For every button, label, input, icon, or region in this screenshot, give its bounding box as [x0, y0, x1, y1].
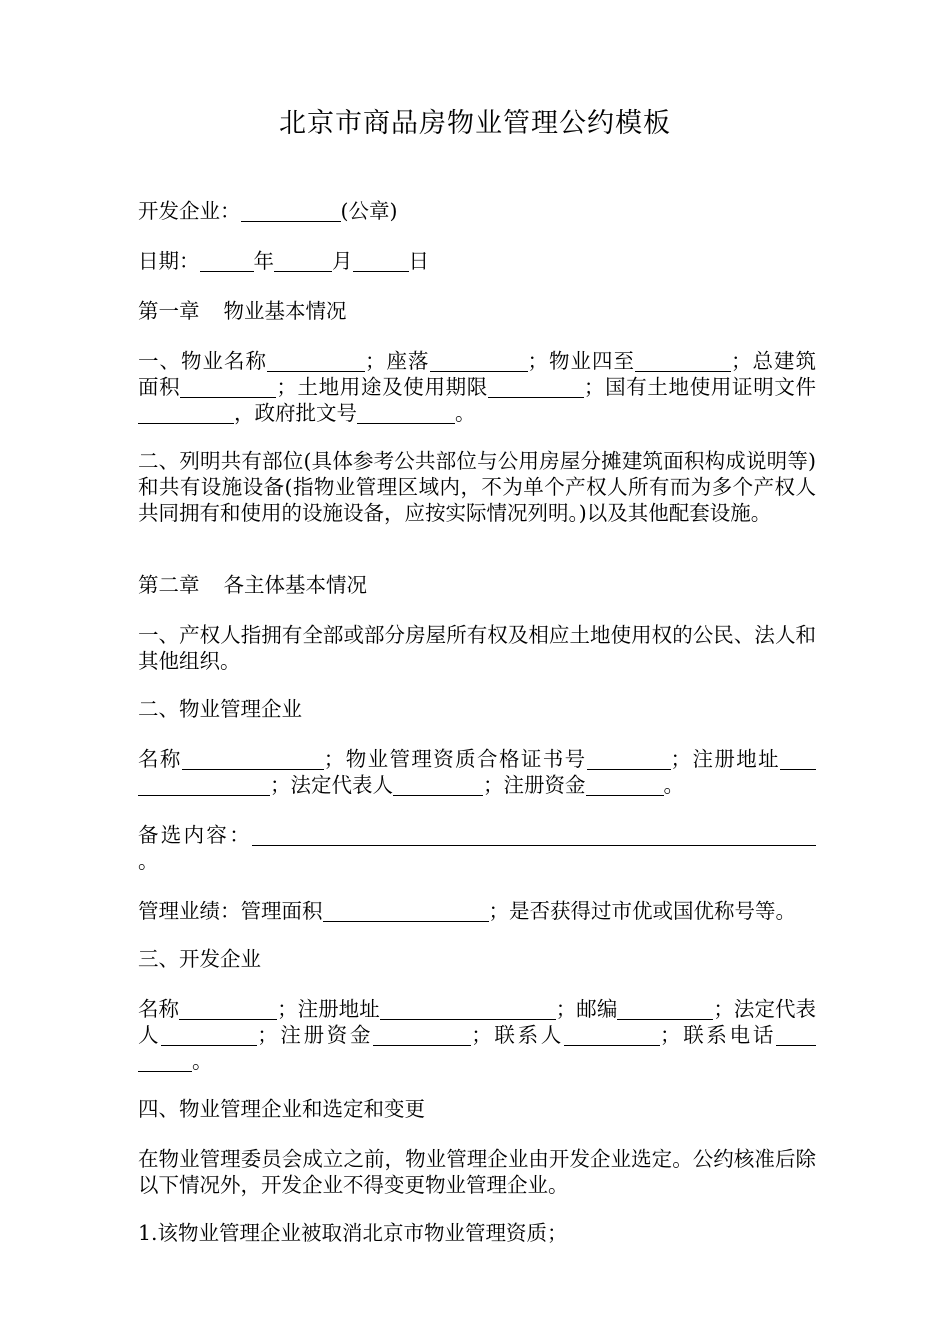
land-certificate-label: ；国有土地使用证明文件: [583, 375, 817, 399]
chapter-2-title: 各主体基本情况: [223, 573, 367, 597]
dev-phone-blank-2[interactable]: [138, 1051, 192, 1072]
dev-capital-blank[interactable]: [373, 1025, 471, 1046]
exception-point-1: 1.该物业管理企业被取消北京市物业管理资质；: [138, 1221, 568, 1245]
year-blank[interactable]: [200, 251, 254, 272]
land-use-label: ；土地用途及使用期限: [276, 375, 488, 399]
property-name-label: 一、物业名称: [138, 349, 267, 373]
optional-content-line: [138, 822, 816, 874]
optional-content-label: 备选内容：: [138, 823, 252, 847]
property-name-blank[interactable]: [267, 351, 365, 372]
dev-postcode-label: ；邮编: [555, 997, 618, 1021]
chapter-1-heading: [138, 298, 816, 324]
day-blank[interactable]: [353, 251, 409, 272]
date-label: 日期：: [138, 249, 200, 273]
location-blank[interactable]: [430, 351, 528, 372]
qualification-label: ；物业管理资质合格证书号: [323, 747, 587, 771]
dev-phone-label: ；联系电话: [660, 1023, 777, 1047]
registered-capital-blank[interactable]: [586, 775, 664, 796]
day-label: 日: [408, 249, 429, 273]
date-line: [138, 248, 816, 274]
dev-name-label: 名称: [138, 997, 180, 1021]
qualification-blank[interactable]: [587, 749, 671, 770]
management-company-fields: [138, 746, 816, 798]
land-certificate-blank[interactable]: [138, 403, 234, 424]
registered-address-blank-1[interactable]: [780, 749, 816, 770]
developer-heading: 三、开发企业: [138, 947, 261, 971]
selection-change-heading: 四、物业管理企业和选定和变更: [138, 1097, 425, 1121]
chapter-1-number: 第一章: [138, 299, 200, 323]
dev-postcode-blank[interactable]: [617, 999, 713, 1020]
period: 。: [138, 849, 159, 873]
document-title: 北京市商品房物业管理公约模板: [279, 108, 671, 139]
chapter-1-title: 物业基本情况: [223, 299, 347, 323]
optional-content-blank-1[interactable]: [252, 825, 808, 846]
legal-rep-label: ；法定代表人: [270, 773, 393, 797]
selection-change-paragraph: 在物业管理委员会成立之前，物业管理企业由开发企业选定。公约核准后除以下情况外，开发企业不得变更物业管理企业。: [138, 1147, 816, 1197]
property-info-paragraph: [138, 348, 816, 426]
dev-phone-blank-1[interactable]: [776, 1025, 816, 1046]
dev-name-blank[interactable]: [179, 999, 277, 1020]
chapter-2-heading: [138, 572, 816, 598]
land-use-blank[interactable]: [488, 377, 584, 398]
approval-number-blank[interactable]: [357, 403, 455, 424]
dev-contact-blank[interactable]: [564, 1025, 660, 1046]
period: 。: [663, 773, 684, 797]
month-label: 月: [332, 249, 353, 273]
company-name-blank[interactable]: [182, 749, 324, 770]
awards-label: ；是否获得过市优或国优称号等。: [488, 899, 796, 923]
optional-content-blank-2[interactable]: [808, 825, 816, 846]
location-label: ；座落: [365, 349, 430, 373]
approval-number-label: ，政府批文号: [234, 401, 357, 425]
legal-rep-blank[interactable]: [393, 775, 483, 796]
dev-address-label: ；注册地址: [277, 997, 380, 1021]
owners-paragraph: 一、产权人指拥有全部或部分房屋所有权及相应土地使用权的公民、法人和其他组织。: [138, 623, 816, 673]
boundaries-blank[interactable]: [635, 351, 731, 372]
year-label: 年: [253, 249, 274, 273]
total-area-label: ；总建筑面积: [138, 349, 816, 399]
dev-capital-label: ；注册资金: [257, 1023, 374, 1047]
company-name-label: 名称: [138, 747, 182, 771]
performance-line: [138, 898, 816, 924]
dev-legal-rep-label: ；法定代表人: [138, 997, 817, 1047]
developer-seal-note: (公章): [340, 199, 398, 223]
managed-area-blank[interactable]: [323, 901, 489, 922]
shared-facilities-paragraph: 二、列明共有部位(具体参考公共部位与公用房屋分摊建筑面积构成说明等)和共有设施设备(指物业管理区域内，不为单个产权人所有而为多个产权人共同拥有和使用的设施设备，应按实际情况列明。)以及其他配套设施。: [138, 449, 816, 525]
developer-blank[interactable]: [241, 201, 341, 222]
performance-label: 管理业绩：管理面积: [138, 899, 323, 923]
registered-capital-label: ；注册资金: [483, 773, 586, 797]
period: 。: [455, 401, 476, 425]
developer-label: 开发企业：: [138, 199, 241, 223]
developer-fields: [138, 996, 816, 1074]
dev-legal-rep-blank[interactable]: [161, 1025, 257, 1046]
developer-line: [138, 198, 816, 224]
management-company-heading: 二、物业管理企业: [138, 697, 302, 721]
dev-address-blank[interactable]: [380, 999, 556, 1020]
period: 。: [192, 1049, 213, 1073]
month-blank[interactable]: [274, 251, 332, 272]
registered-address-label: ；注册地址: [670, 747, 781, 771]
dev-contact-label: ；联系人: [471, 1023, 565, 1047]
chapter-2-number: 第二章: [138, 573, 200, 597]
registered-address-blank-2[interactable]: [138, 775, 270, 796]
boundaries-label: ；物业四至: [527, 349, 635, 373]
total-area-blank[interactable]: [180, 377, 276, 398]
